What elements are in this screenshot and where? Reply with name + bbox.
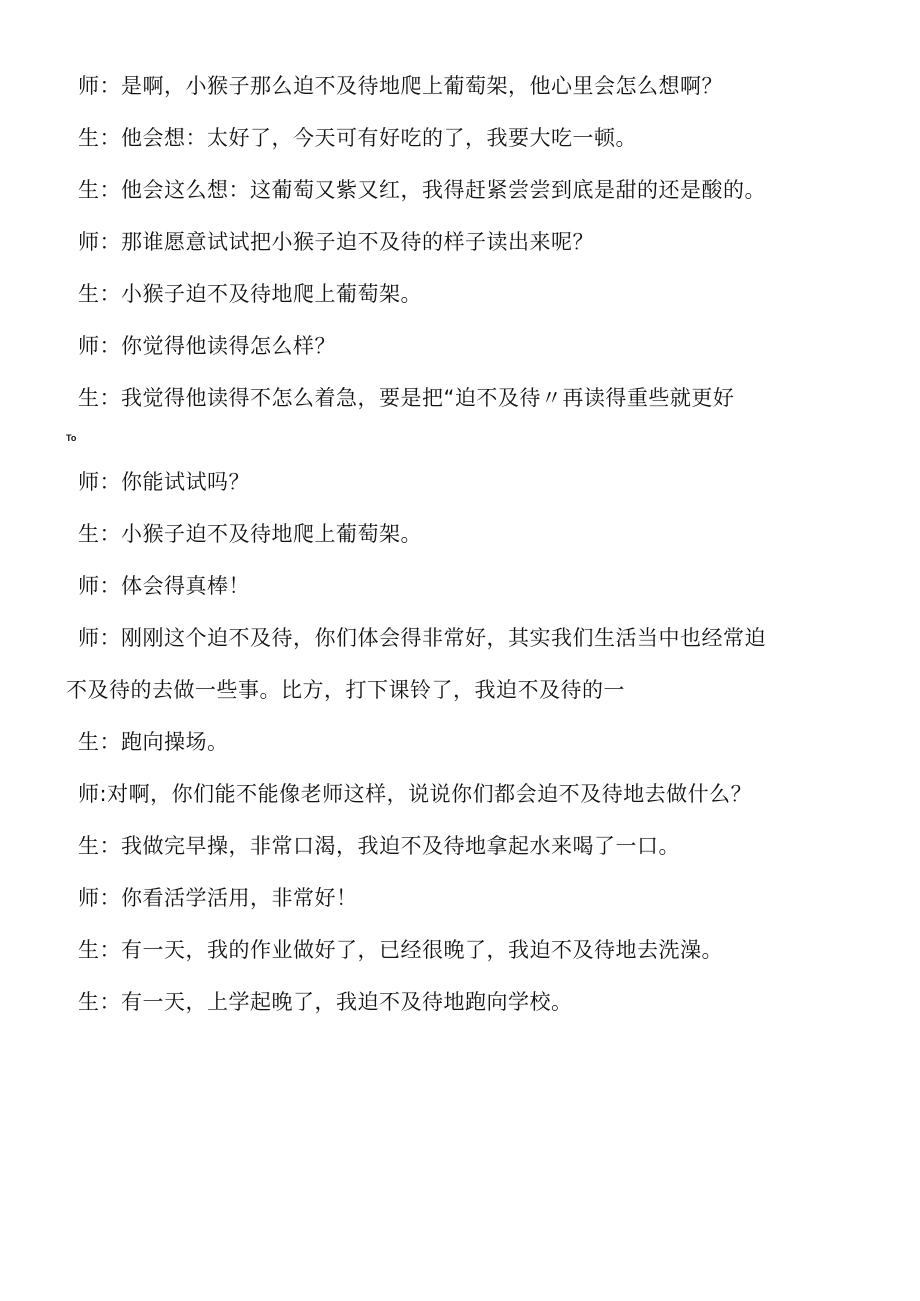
dialogue-line: 生：我觉得他读得不怎么着急，要是把“迫不及待〃再读得重些就更好 (78, 386, 735, 410)
dialogue-line-continuation: 不及待的去做一些事。比方，打下课铃了，我迫不及待的一 (66, 678, 625, 702)
dialogue-line: 师：是啊，小猴子那么迫不及待地爬上葡萄架，他心里会怎么想啊？ (78, 74, 723, 98)
dialogue-line: 生：小猴子迫不及待地爬上葡萄架。 (78, 282, 422, 306)
dialogue-line: 师：你看活学活用，非常好！ (78, 886, 358, 910)
dialogue-line: 生：跑向操场。 (78, 730, 229, 754)
dialogue-line: 生：我做完早操，非常口渴，我迫不及待地拿起水来喝了一口。 (78, 834, 680, 858)
dialogue-line: 生：有一天，我的作业做好了，已经很晚了，我迫不及待地去洗澡。 (78, 938, 723, 962)
dialogue-line: 生：有一天，上学起晚了，我迫不及待地跑向学校。 (78, 990, 573, 1014)
dialogue-line: 生：他会想：太好了，今天可有好吃的了，我要大吃一顿。 (78, 126, 637, 150)
dialogue-line: 师:对啊，你们能不能像老师这样，说说你们都会迫不及待地去做什么？ (78, 782, 753, 806)
stray-text-fragment: To (66, 433, 77, 443)
dialogue-line: 师：你觉得他读得怎么样？ (78, 334, 336, 358)
dialogue-line: 师：体会得真棒！ (78, 574, 250, 598)
dialogue-line: 师：你能试试吗？ (78, 470, 250, 494)
dialogue-line: 师：那谁愿意试试把小猴子迫不及待的样子读出来呢？ (78, 230, 594, 254)
dialogue-line: 生：他会这么想：这葡萄又紫又红，我得赶紧尝尝到底是甜的还是酸的。 (78, 178, 766, 202)
dialogue-line: 生：小猴子迫不及待地爬上葡萄架。 (78, 522, 422, 546)
dialogue-line: 师：刚刚这个迫不及待，你们体会得非常好，其实我们生活当中也经常迫 (78, 626, 766, 650)
